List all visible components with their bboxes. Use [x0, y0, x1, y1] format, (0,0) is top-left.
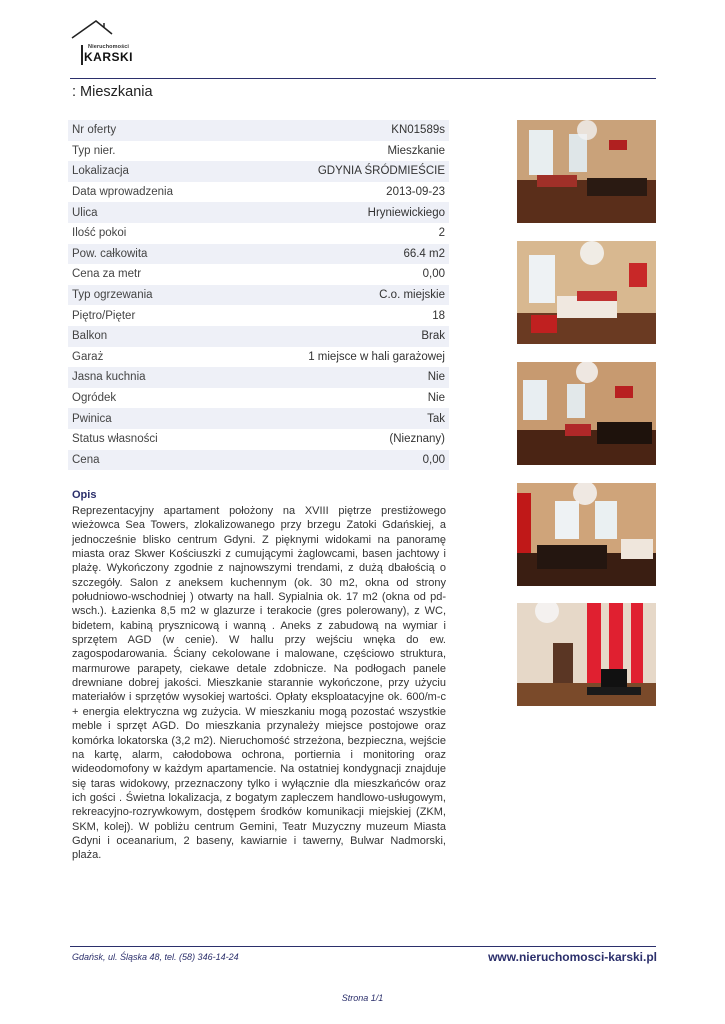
property-value: 0,00 — [422, 453, 445, 466]
photo-kitchen-view[interactable] — [517, 483, 656, 586]
logo-subtitle: Nieruchomości — [88, 44, 130, 50]
property-row — [68, 388, 449, 409]
property-value: Mieszkanie — [387, 144, 445, 157]
page-title: : Mieszkania — [72, 84, 153, 100]
property-label: Balkon — [72, 330, 108, 343]
description-text: Reprezentacyjny apartament położony na XVIII piętrze prestiżowego wieżowca Sea Towers, zlokalizowanego przy brzegu Zatoki Gdańskiej, a jednocześnie blisko centrum Gdyni. Z pięknymi widokami na panoramę miasta oraz Skwer Kościuszki z cumującymi żaglowcami, basen jachtowy i plażę. Wykończony zgodnie z najnowszymi trendami, z dużą dbałością o szczegóły. Salon z aneksem kuchennym (ok. 30 m2, okna od strony południowo-wschodniej ) otwarty na hall. Sypialnia ok. 17 m2 (okna od pd-wsch.). Łazienka 8,5 m2 w glazurze i terakocie (gres polerowany), z WC, bidetem, kabiną prysznicową i wanną . Aneks z zabudową na wymiar i sprzętem AGD (w cenie). W hallu przy wejściu wnęka do ew. zagospodarowania. Ściany cekolowane i malowane, częściowo struktura, marmurowe parapety, ciekawe detale zdobnicze. Na podłogach panele drewniane dobrej jakości. Mieszkanie starannie wykończone, przy użyciu materiałów i sprzętów wysokiej wartości. Opłaty eksploatacyjne ok. 600/m-c + energia elektryczna wg zużycia. W mieszkaniu mogą pozostać wszystkie meble i sprzęt AGD. Do mieszkania przynależy miejsce postojowe oraz komórka lokatorska (3,2 m2). Nieruchomość strzeżona, bezpieczna, wejście na kartę, alarm, całodobowa ochrona, portiernia i monitoring oraz wideodomofony w każdym apartamencie. Na ostatniej kondygnacji znajduje się taras widokowy, przeznaczony tylko i wyłącznie dla mieszkańców oraz ich gości . Świetna lokalizacja, z bogatym zapleczem handlowo-usługowym, rekreacyjno-rozrywkowym, dostępem środków komunikacji miejskiej (ZKM, SKM, kolej). W pobliżu centrum Gemini, Teatr Muzyczny muzeum Miasta Gdyni i oceanarium, 2 baseny, kawiarnie i tawerny, Bulwar Nadmorski, plaża. — [72, 505, 446, 862]
property-value: 2013-09-23 — [386, 186, 445, 199]
property-label: Typ nier. — [72, 144, 116, 157]
property-row — [68, 326, 449, 347]
property-value: Nie — [427, 392, 445, 405]
property-row — [68, 347, 449, 368]
property-label: Ilość pokoi — [72, 227, 127, 240]
property-value: 18 — [432, 309, 445, 322]
footer-website-link[interactable]: www.nieruchomosci-karski.pl — [488, 950, 657, 964]
description-heading: Opis — [72, 489, 97, 501]
property-label: Typ ogrzewania — [72, 289, 153, 302]
photo-bedroom[interactable] — [517, 603, 656, 706]
property-value: 66.4 m2 — [403, 247, 445, 260]
logo-title: KARSKI — [84, 50, 134, 64]
property-row — [68, 244, 449, 265]
property-label: Ogródek — [72, 392, 117, 405]
property-row — [68, 429, 449, 450]
property-row — [68, 285, 449, 306]
page-number: Strona 1/1 — [341, 993, 384, 1003]
property-value: 1 miejsce w hali garażowej — [308, 350, 445, 363]
property-label: Ulica — [72, 206, 98, 219]
property-row — [68, 182, 449, 203]
footer-rule — [70, 946, 656, 947]
property-row — [68, 141, 449, 162]
property-label: Cena — [72, 453, 100, 466]
property-row — [68, 305, 449, 326]
property-row — [68, 367, 449, 388]
property-value: Brak — [421, 330, 445, 343]
property-value: Nie — [427, 371, 445, 384]
footer-address: Gdańsk, ul. Śląska 48, tel. (58) 346-14-24 — [72, 952, 239, 962]
property-label: Status własności — [72, 433, 158, 446]
property-row — [68, 161, 449, 182]
property-value: (Nieznany) — [389, 433, 445, 446]
photo-living-room-2[interactable] — [517, 241, 656, 344]
property-label: Pow. całkowita — [72, 247, 148, 260]
photo-dining-area[interactable] — [517, 362, 656, 465]
property-label: Lokalizacja — [72, 165, 129, 178]
property-row — [68, 450, 449, 471]
property-label: Piętro/Pięter — [72, 309, 136, 322]
property-label: Pwinica — [72, 412, 112, 425]
property-row — [68, 223, 449, 244]
property-value: 0,00 — [422, 268, 445, 281]
property-label: Cena za metr — [72, 268, 142, 281]
property-value: GDYNIA ŚRÓDMIEŚCIE — [317, 165, 445, 178]
header-rule — [70, 78, 656, 79]
property-value: KN01589s — [391, 124, 445, 137]
logo-bar — [81, 45, 83, 65]
company-logo — [70, 18, 140, 68]
property-row — [68, 264, 449, 285]
property-label: Nr oferty — [72, 124, 117, 137]
property-row — [68, 202, 449, 223]
property-value: Tak — [427, 412, 445, 425]
property-row — [68, 408, 449, 429]
property-value: 2 — [438, 227, 445, 240]
property-table — [68, 120, 449, 470]
photo-living-room-1[interactable] — [517, 120, 656, 223]
property-value: C.o. miejskie — [379, 289, 445, 302]
property-label: Jasna kuchnia — [72, 371, 146, 384]
property-row — [68, 120, 449, 141]
property-label: Data wprowadzenia — [72, 186, 174, 199]
property-label: Garaż — [72, 350, 104, 363]
property-value: Hryniewickiego — [367, 206, 445, 219]
